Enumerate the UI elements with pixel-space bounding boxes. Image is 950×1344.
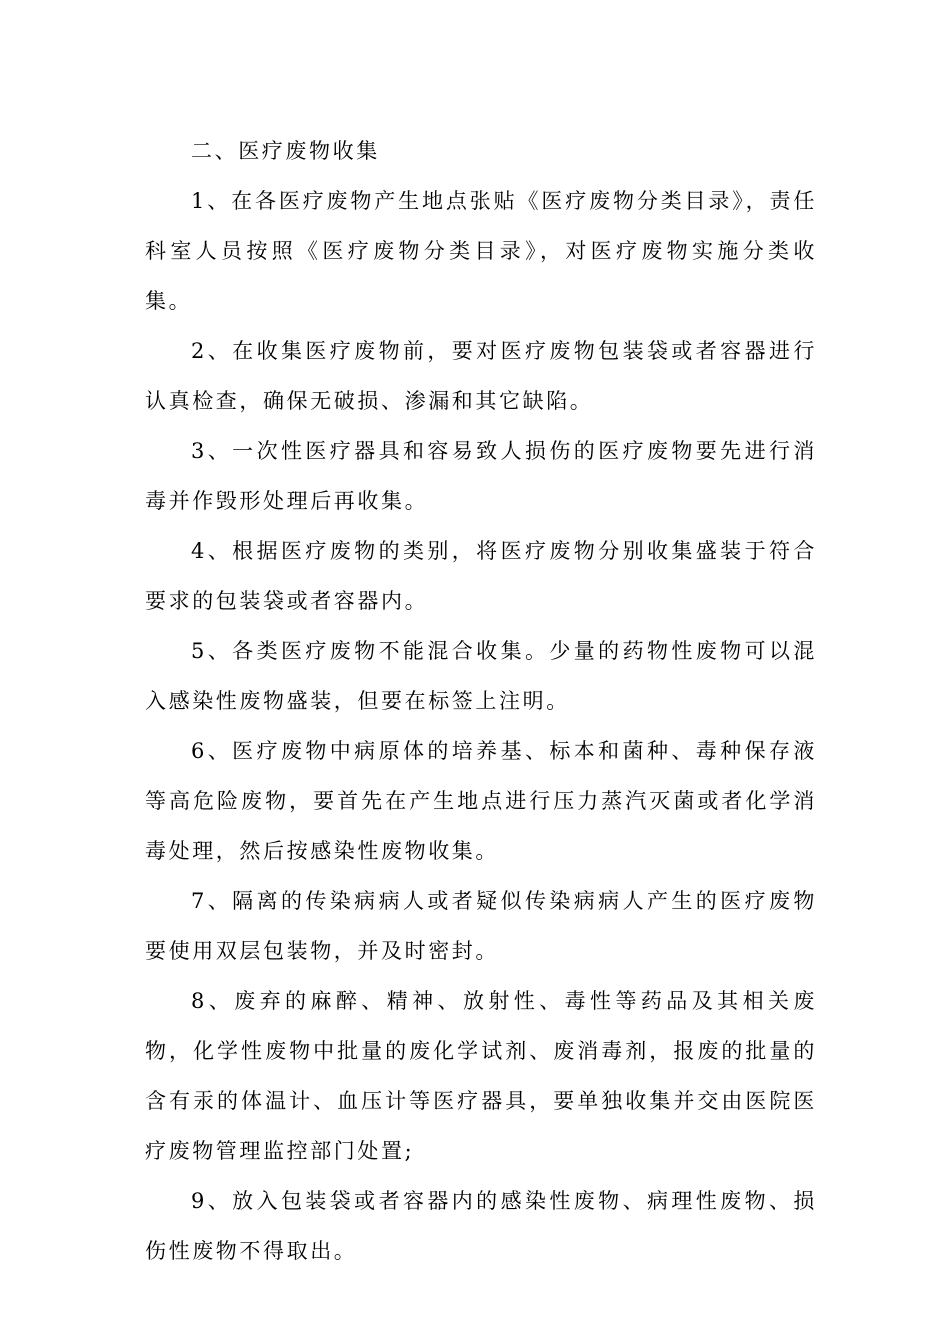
paragraph-2: 2、在收集医疗废物前，要对医疗废物包装袋或者容器进行认真检查，确保无破损、渗漏和其它缺陷。 bbox=[145, 339, 817, 413]
paragraph-7: 7、隔离的传染病病人或者疑似传染病病人产生的医疗废物要使用双层包装物，并及时密封。 bbox=[145, 889, 817, 963]
paragraph-1: 1、在各医疗废物产生地点张贴《医疗废物分类目录》，责任科室人员按照《医疗废物分类目录》，对医疗废物实施分类收集。 bbox=[145, 189, 817, 313]
paragraph-3: 3、一次性医疗器具和容易致人损伤的医疗废物要先进行消毒并作毁形处理后再收集。 bbox=[145, 439, 817, 513]
paragraph-8: 8、废弃的麻醉、精神、放射性、毒性等药品及其相关废物，化学性废物中批量的废化学试剂、废消毒剂，报废的批量的含有汞的体温计、血压计等医疗器具，要单独收集并交由医院医疗废物管理监控部门处置; bbox=[145, 989, 817, 1163]
paragraph-5: 5、各类医疗废物不能混合收集。少量的药物性废物可以混入感染性废物盛装，但要在标签上注明。 bbox=[145, 639, 817, 713]
document-page bbox=[145, 126, 817, 1276]
section-heading: 二、医疗废物收集 bbox=[191, 139, 380, 163]
paragraph-9: 9、放入包装袋或者容器内的感染性废物、病理性废物、损伤性废物不得取出。 bbox=[145, 1189, 817, 1263]
paragraph-6: 6、医疗废物中病原体的培养基、标本和菌种、毒种保存液等高危险废物，要首先在产生地点进行压力蒸汽灭菌或者化学消毒处理，然后按感染性废物收集。 bbox=[145, 739, 817, 863]
paragraph-4: 4、根据医疗废物的类别，将医疗废物分别收集盛装于符合要求的包装袋或者容器内。 bbox=[145, 539, 817, 613]
